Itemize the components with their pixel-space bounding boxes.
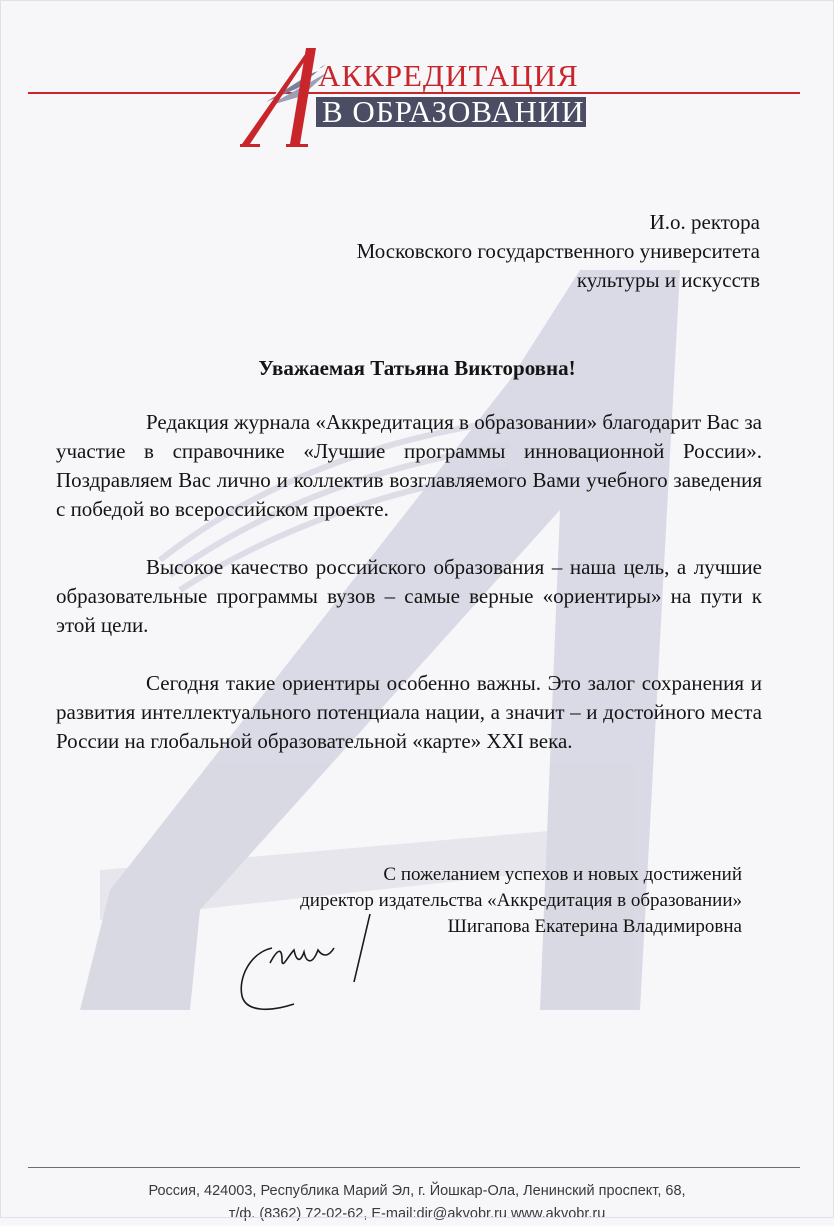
addressee-title: И.о. ректора xyxy=(649,210,760,234)
body-paragraph-1: Редакция журнала «Аккредитация в образовании» благодарит Вас за участие в справочнике «Лучшие программы инновационной России». Поздравляем Вас лично и коллектив возглавляемого Вами учебного заведения с победой во всероссийском проекте. xyxy=(56,410,762,521)
salutation: Уважаемая Татьяна Викторовна! xyxy=(258,356,576,380)
body-paragraph-3: Сегодня такие ориентиры особенно важны. Это залог сохранения и развития интеллектуального потенциала нации, а значит – и достойного места России на глобальной образовательной «карте» XXI века. xyxy=(56,671,762,753)
logo-title-line1: АККРЕДИТАЦИЯ xyxy=(318,58,579,93)
footer-contacts xyxy=(0,1180,834,1226)
footer-phone-email-web: т/ф. (8362) 72-02-62, E-mail:dir@akvobr.ru www.akvobr.ru xyxy=(228,1206,606,1222)
footer-address: Россия, 424003, Республика Марий Эл, г. Йошкар-Ола, Ленинский проспект, 68, xyxy=(148,1183,686,1199)
handwritten-signature xyxy=(230,908,380,1018)
closing-wishes: С пожеланием успехов и новых достижений xyxy=(383,864,742,885)
letter-body xyxy=(56,408,762,756)
body-paragraph-2: Высокое качество российского образования – наша цель, а лучшие образовательные программы вузов – самые верные «ориентиры» на пути к этой цели. xyxy=(56,555,762,637)
addressee-block xyxy=(357,208,760,295)
footer-rule xyxy=(28,1167,800,1168)
logo-title-line2: В ОБРАЗОВАНИИ xyxy=(322,94,585,129)
closing-position: директор издательства «Аккредитация в образовании» xyxy=(300,890,742,911)
publisher-logo xyxy=(236,44,596,154)
closing-signatory: Шигапова Екатерина Владимировна xyxy=(447,916,742,937)
addressee-organization-cont: культуры и искусств xyxy=(576,268,760,292)
addressee-organization: Московского государственного университета xyxy=(356,239,760,263)
